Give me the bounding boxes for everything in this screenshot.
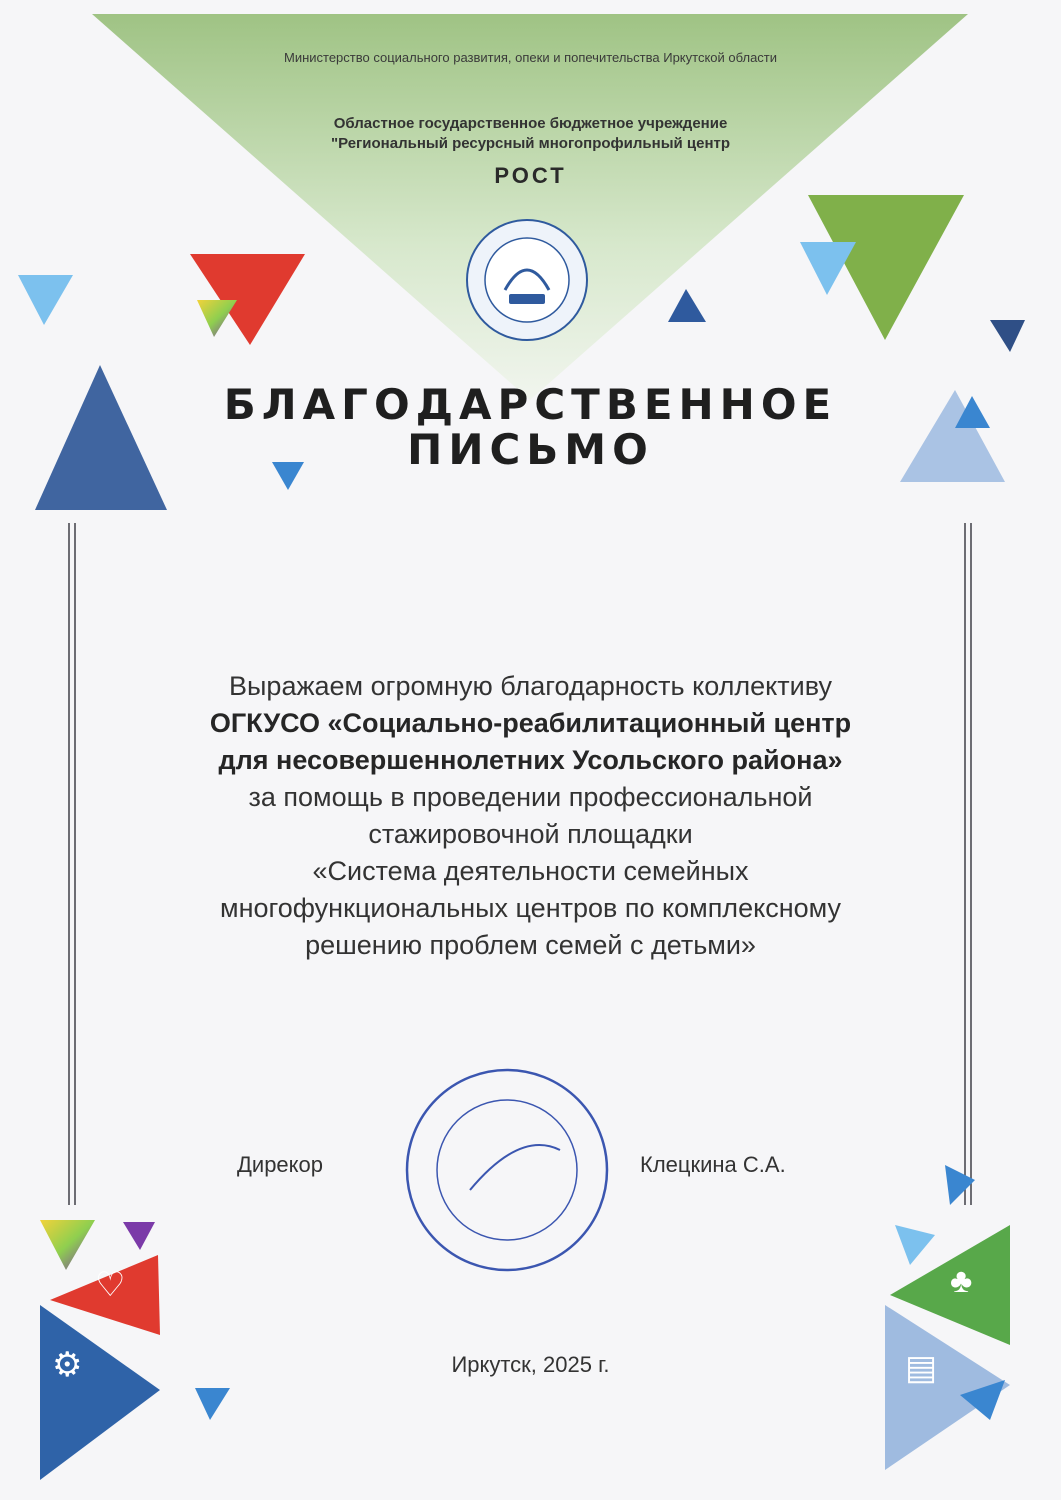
multi-small-triangle — [197, 300, 237, 337]
brand-name: РОСТ — [494, 163, 567, 188]
institution-line-2: "Региональный ресурсный многопрофильный центр — [330, 135, 731, 152]
rost-emblem — [467, 220, 587, 340]
navy-right-triangle — [990, 320, 1025, 352]
title-line-2: ПИСЬМО — [407, 425, 654, 474]
body-line-3: для несовершеннолетних Усольского района» — [218, 745, 843, 775]
letter-body — [0, 668, 1061, 964]
purple-triangle — [123, 1222, 155, 1250]
body-line-7: многофункциональных центров по комплексному — [220, 893, 841, 923]
official-stamp — [407, 1070, 607, 1270]
ministry-name: Министерство социального развития, опеки и попечительства Иркутской области — [283, 50, 778, 65]
hand-heart-icon: ♡ — [95, 1266, 126, 1304]
signature-role: Дирекор — [237, 1152, 324, 1177]
sky-br-mid — [895, 1225, 935, 1265]
institution-line-1: Областное государственное бюджетное учреждение — [333, 115, 728, 132]
body-line-2: ОГКУСО «Социально-реабилитационный центр — [209, 708, 852, 738]
sky-small-triangle — [18, 275, 73, 325]
title-line-1: БЛАГОДАРСТВЕННОЕ — [223, 380, 838, 429]
body-line-6: «Система деятельности семейных — [312, 856, 749, 886]
web-settings-icon: ⚙ — [52, 1346, 83, 1384]
body-line-4: за помощь в проведении профессиональной — [248, 782, 813, 812]
plant-icon: ♣ — [950, 1262, 973, 1300]
multi-bl-triangle — [40, 1220, 95, 1270]
red-triangle — [190, 254, 305, 345]
body-line-5: стажировочной площадки — [368, 819, 693, 849]
body-line-1: Выражаем огромную благодарность коллективу — [229, 671, 832, 701]
body-line-8: решению проблем семей с детьми» — [305, 930, 756, 960]
sky-bl-triangle — [195, 1388, 230, 1420]
navy-small-triangle — [668, 289, 706, 322]
books-icon: ▤ — [905, 1349, 938, 1387]
signature-name: Клецкина С.А. — [640, 1152, 786, 1177]
city-year: Иркутск, 2025 г. — [451, 1352, 610, 1377]
navy-bl-triangle — [40, 1305, 160, 1480]
